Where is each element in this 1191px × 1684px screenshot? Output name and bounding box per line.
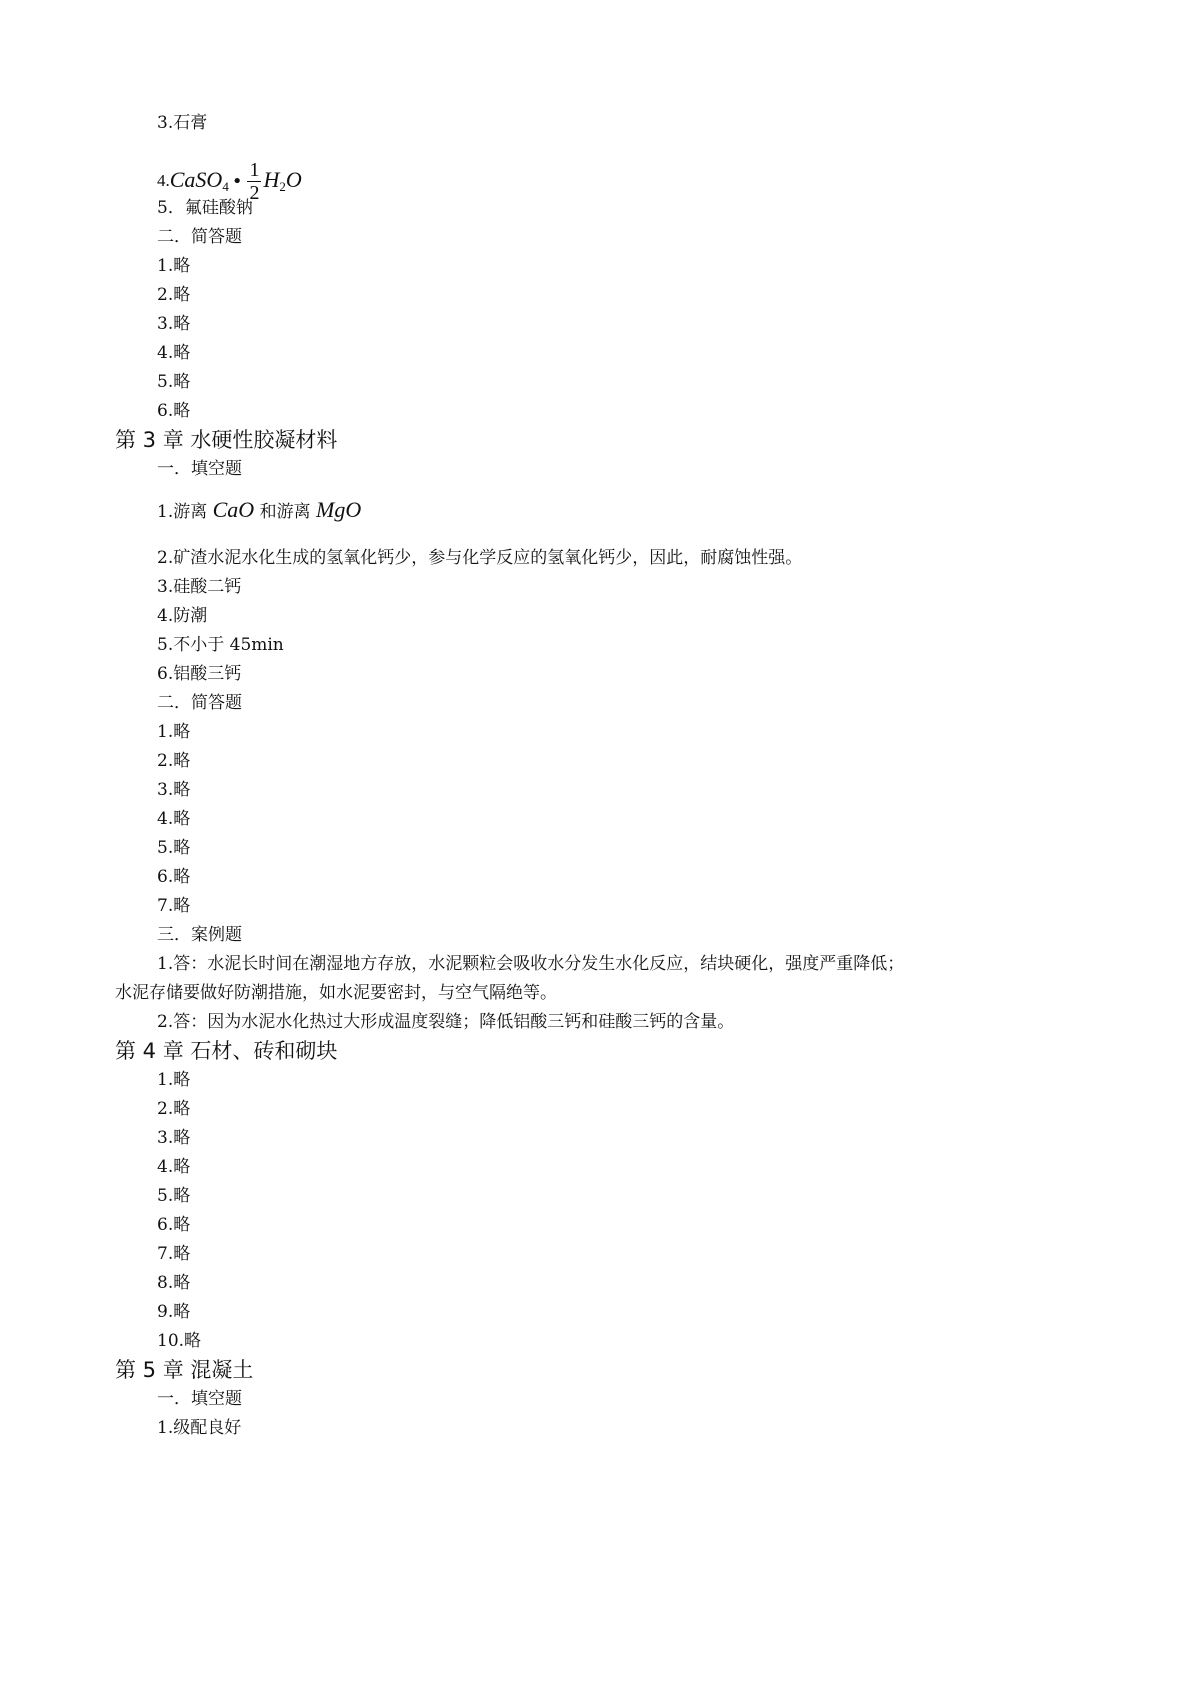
answer-item: 8.略	[157, 1273, 191, 1293]
answer-item: 5.略	[157, 372, 191, 392]
answer-item: 6.略	[157, 401, 191, 421]
answer-item: 2.矿渣水泥水化生成的氢氧化钙少，参与化学反应的氢氧化钙少，因此，耐腐蚀性强。	[157, 548, 803, 568]
answer-item: 4.略	[157, 343, 191, 363]
answer-item: 3.硅酸二钙	[157, 577, 242, 597]
answer-item: 5.略	[157, 838, 191, 858]
answer-item: 1.略	[157, 722, 191, 742]
chapter-title: 第 5 章 混凝土	[115, 1358, 254, 1382]
answer-item: 5．氟硅酸钠	[157, 198, 253, 218]
answer-item: 1.略	[157, 1070, 191, 1090]
case-answer-continued: 水泥存储要做好防潮措施，如水泥要密封，与空气隔绝等。	[115, 983, 557, 1003]
answer-item: 7.略	[157, 1244, 191, 1264]
answer-item: 3.石膏	[157, 113, 208, 133]
answer-item: 10.略	[157, 1331, 202, 1351]
formula-number: 4.	[157, 171, 170, 190]
answer-item: 6.略	[157, 867, 191, 887]
answer-item: 6.铝酸三钙	[157, 664, 242, 684]
answer-item: 2.略	[157, 285, 191, 305]
case-answer: 1.答：水泥长时间在潮湿地方存放，水泥颗粒会吸收水分发生水化反应，结块硬化，强度严重降低；	[157, 954, 905, 974]
answer-item: 1.级配良好	[157, 1418, 242, 1438]
answer-item: 5.不小于 45min	[157, 635, 284, 655]
chapter-title: 第 4 章 石材、砖和砌块	[115, 1039, 338, 1063]
cao-formula: CaO	[212, 497, 255, 522]
answer-item: 3.略	[157, 314, 191, 334]
answer-item: 1.略	[157, 256, 191, 276]
answer-item: 3.略	[157, 780, 191, 800]
formula-base: CaSO$_4$	[169, 167, 229, 194]
answer-item: 9.略	[157, 1302, 191, 1322]
formula-water: $H_2O$	[263, 167, 302, 194]
mgo-formula: MgO	[316, 497, 362, 522]
section-heading: 三．案例题	[157, 925, 242, 945]
answer-item: 5.略	[157, 1186, 191, 1206]
answer-item: 1.游离 CaO 和游离 MgO	[157, 497, 362, 522]
answer-item: 4.防潮	[157, 606, 208, 626]
section-heading: 一．填空题	[157, 1389, 242, 1409]
formula-fraction: $\frac{1}{2}$	[249, 158, 260, 204]
chapter-title: 第 3 章 水硬性胶凝材料	[115, 428, 338, 452]
section-heading: 一．填空题	[157, 459, 242, 479]
section-heading: 二．简答题	[157, 693, 242, 713]
answer-item: 2.略	[157, 751, 191, 771]
answer-item: 4.略	[157, 1157, 191, 1177]
answer-item: 6.略	[157, 1215, 191, 1235]
case-answer: 2.答：因为水泥水化热过大形成温度裂缝；降低铝酸三钙和硅酸三钙的含量。	[157, 1012, 735, 1032]
answer-item: 4.略	[157, 809, 191, 829]
formula-dot: •	[231, 170, 243, 192]
answer-item: 3.略	[157, 1128, 191, 1148]
answer-item: 7.略	[157, 896, 191, 916]
section-heading: 二．简答题	[157, 227, 242, 247]
answer-item: 2.略	[157, 1099, 191, 1119]
